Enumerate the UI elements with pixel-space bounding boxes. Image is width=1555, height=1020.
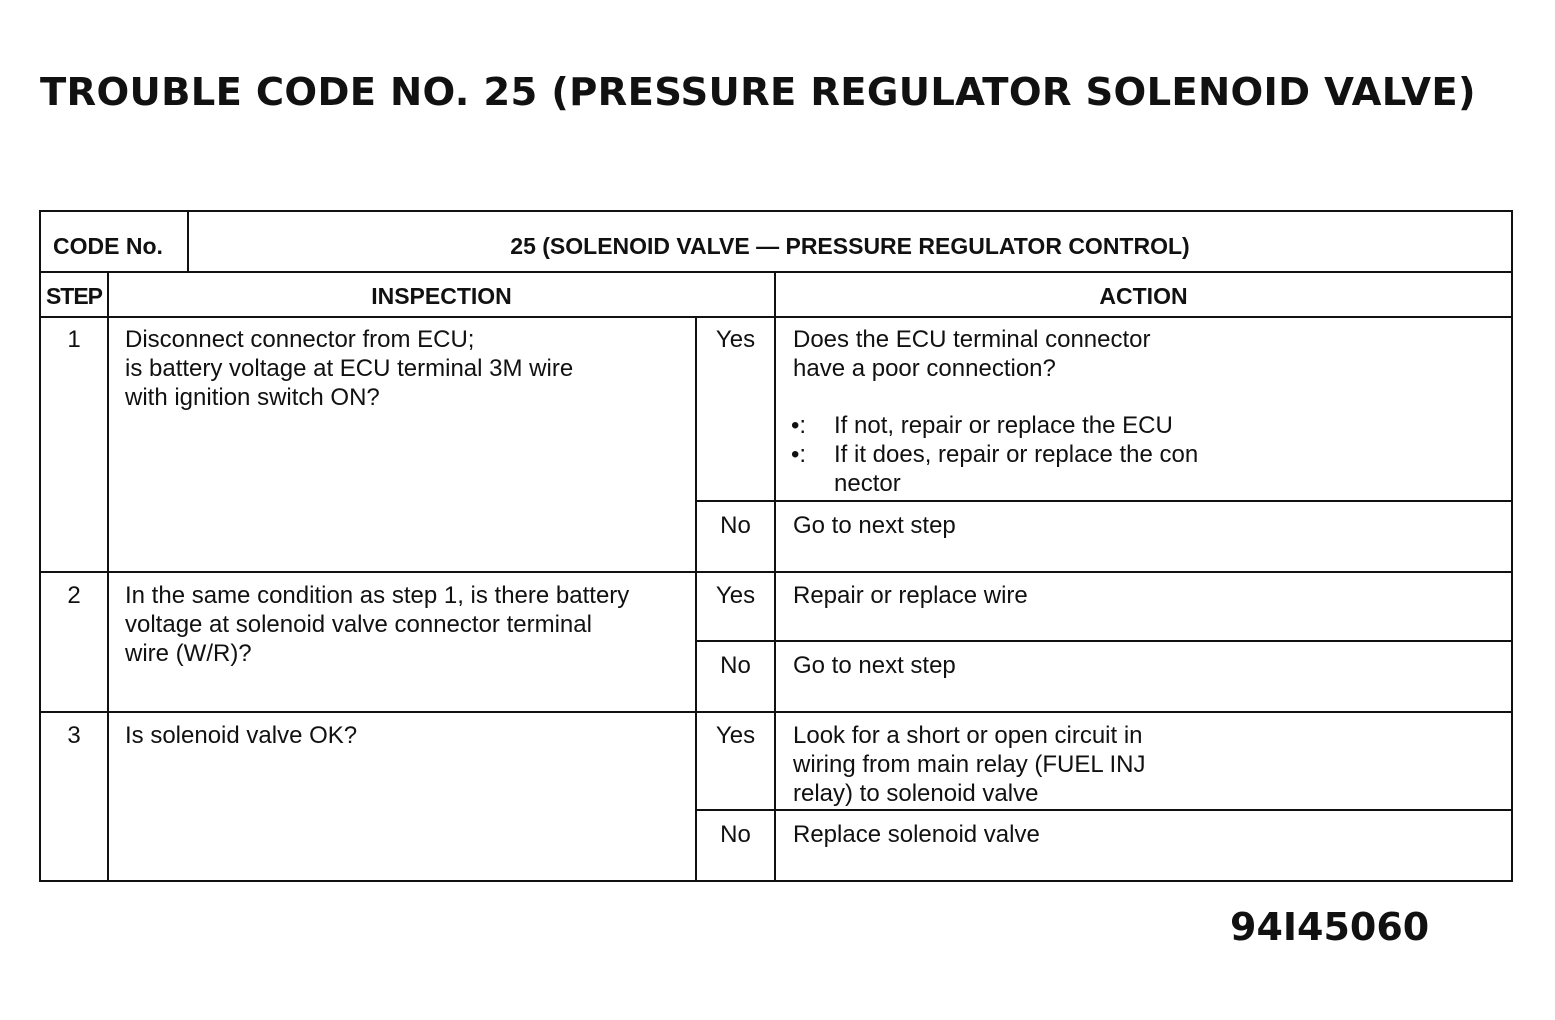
yes-action: Repair or replace wire bbox=[793, 582, 1028, 609]
code-label: CODE No. bbox=[53, 233, 163, 259]
step1-divider bbox=[41, 571, 1511, 573]
action-header: ACTION bbox=[1099, 283, 1188, 309]
inspection-header: INSPECTION bbox=[371, 283, 512, 309]
bullet-marker: •: bbox=[791, 412, 807, 439]
step-number: 1 bbox=[67, 326, 81, 353]
bullet-item: If it does, repair or replace the con nector bbox=[834, 441, 1199, 497]
header-divider bbox=[41, 271, 1511, 273]
yes-label: Yes bbox=[715, 582, 756, 609]
yes-action: Look for a short or open circuit in wiring from main relay (FUEL INJ relay) to solenoid valve bbox=[793, 722, 1146, 807]
figure-id: 94I45060 bbox=[1230, 905, 1430, 949]
column-header-divider bbox=[41, 316, 1511, 318]
step1-yes-no-divider bbox=[695, 500, 1511, 502]
action-column-divider bbox=[774, 271, 776, 880]
step-header: STEP bbox=[45, 283, 103, 309]
yes-label: Yes bbox=[715, 722, 756, 749]
no-label: No bbox=[720, 512, 751, 539]
page-title: TROUBLE CODE NO. 25 (PRESSURE REGULATOR SOLENOID VALVE) bbox=[40, 70, 1476, 115]
inspection-text: Disconnect connector from ECU; is battery voltage at ECU terminal 3M wire with ignition switch ON? bbox=[125, 326, 574, 411]
bullet-marker: •: bbox=[791, 441, 807, 468]
inspection-text: In the same condition as step 1, is there battery voltage at solenoid valve connector terminal wire (W/R)? bbox=[125, 582, 630, 667]
step3-yes-no-divider bbox=[695, 809, 1511, 811]
yes-label: Yes bbox=[715, 326, 756, 353]
step-number: 2 bbox=[67, 582, 81, 609]
step-number: 3 bbox=[67, 722, 81, 749]
bullet-item: If not, repair or replace the ECU bbox=[834, 412, 1173, 439]
step2-divider bbox=[41, 711, 1511, 713]
no-label: No bbox=[720, 652, 751, 679]
code-value: 25 (SOLENOID VALVE — PRESSURE REGULATOR CONTROL) bbox=[510, 233, 1190, 259]
inspection-text: Is solenoid valve OK? bbox=[125, 722, 358, 749]
no-label: No bbox=[720, 821, 751, 848]
yes-action: Does the ECU terminal connector have a poor connection? bbox=[793, 326, 1151, 382]
diagnostic-table bbox=[39, 210, 1513, 882]
no-action: Go to next step bbox=[793, 512, 956, 539]
step2-yes-no-divider bbox=[695, 640, 1511, 642]
no-action: Go to next step bbox=[793, 652, 956, 679]
no-action: Replace solenoid valve bbox=[793, 821, 1040, 848]
step-column-divider bbox=[107, 271, 109, 880]
